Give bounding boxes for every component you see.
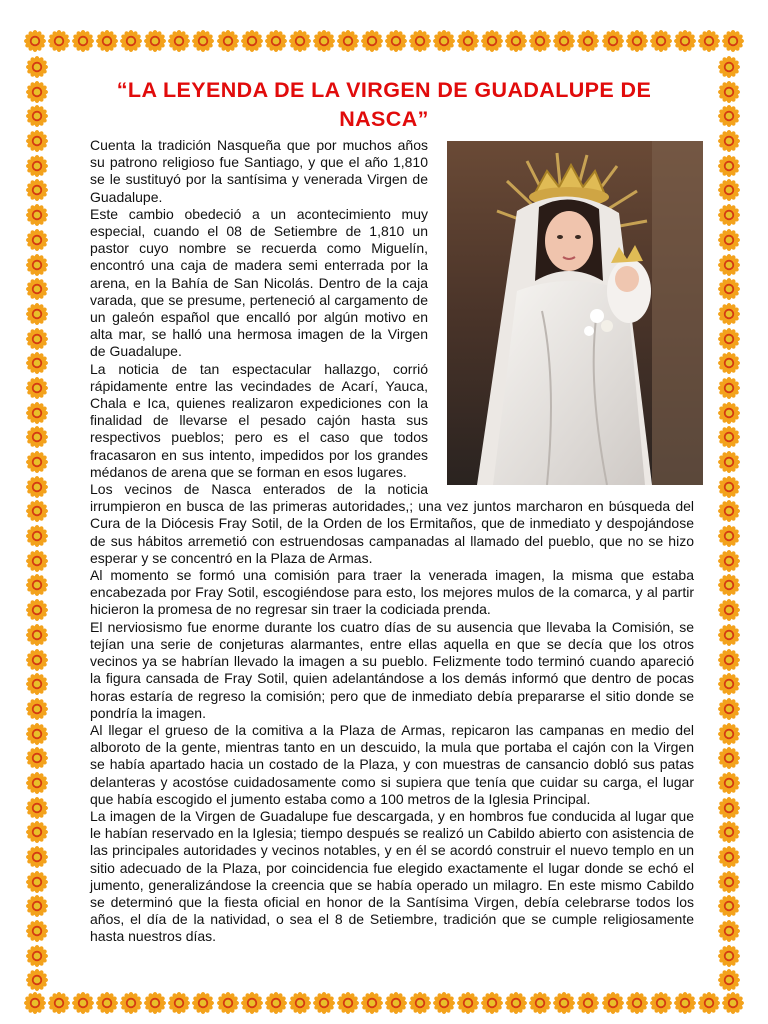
border-flower-icon (718, 130, 740, 152)
border-flower-icon (24, 992, 46, 1014)
border-flower-icon (26, 895, 48, 917)
border-flower-icon (120, 992, 142, 1014)
border-flower-icon (718, 599, 740, 621)
border-flower-icon (217, 30, 239, 52)
border-right (718, 56, 740, 992)
border-flower-icon (144, 30, 166, 52)
border-flower-icon (26, 846, 48, 868)
border-flower-icon (192, 30, 214, 52)
border-flower-icon (361, 992, 383, 1014)
border-flower-icon (718, 673, 740, 695)
border-flower-icon (433, 992, 455, 1014)
paragraph-7: Al llegar el grueso de la comitiva a la Plaza de Armas, repicaron las campanas en medio del alboroto de la gente, mientras tanto en un descuido, la mula que portaba el cajón con la Virgen se había apartado hacia un costado de la Plaza, y con muestras de cansancio dobló sus patas delanteras y acostóse cuidadosamente como si supiera que tenía que cuidar su carga, el lugar que había escogido el jumento estaba como a 100 metros de la Iglesia Principal. (90, 721, 694, 807)
border-flower-icon (26, 969, 48, 991)
border-flower-icon (26, 402, 48, 424)
border-flower-icon (217, 992, 239, 1014)
border-flower-icon (698, 992, 720, 1014)
border-flower-icon (26, 821, 48, 843)
border-flower-icon (457, 30, 479, 52)
border-flower-icon (313, 30, 335, 52)
photo-space (428, 137, 694, 487)
border-flower-icon (718, 155, 740, 177)
border-flower-icon (72, 992, 94, 1014)
border-flower-icon (718, 328, 740, 350)
border-flower-icon (26, 649, 48, 671)
border-flower-icon (26, 550, 48, 572)
border-flower-icon (26, 525, 48, 547)
border-flower-icon (718, 649, 740, 671)
border-flower-icon (718, 945, 740, 967)
border-flower-icon (433, 30, 455, 52)
border-flower-icon (718, 821, 740, 843)
border-flower-icon (718, 451, 740, 473)
border-flower-icon (718, 105, 740, 127)
border-flower-icon (72, 30, 94, 52)
border-flower-icon (650, 992, 672, 1014)
paragraph-5: Al momento se formó una comisión para traer la venerada imagen, la misma que estaba encabezada por Fray Sotil, escogiéndose para esto, los mejores mulos de la comarca, y al partir hicieron la promesa de no regresar sin traer la codiciada prenda. (90, 567, 694, 618)
border-flower-icon (26, 229, 48, 251)
border-flower-icon (718, 920, 740, 942)
border-flower-icon (718, 624, 740, 646)
border-flower-icon (529, 30, 551, 52)
border-flower-icon (718, 402, 740, 424)
border-flower-icon (577, 30, 599, 52)
border-flower-icon (718, 81, 740, 103)
border-flower-icon (26, 179, 48, 201)
border-flower-icon (48, 30, 70, 52)
border-flower-icon (289, 992, 311, 1014)
border-flower-icon (265, 992, 287, 1014)
border-flower-icon (626, 30, 648, 52)
border-flower-icon (718, 476, 740, 498)
border-flower-icon (718, 871, 740, 893)
paragraph-3: La noticia de tan espectacular hallazgo, corrió rápidamente entre las vecindades de Acarí, Yauca, Chala e Ica, quienes realizaron expediciones con la finalidad de llevarse el pesado cajón hasta sus respectivos pueblos; pero es el caso que todos fracasaron en sus intento, impedidos por los grandes médanos de arena que se forman en esos lugares. (90, 360, 428, 480)
border-flower-icon (722, 30, 744, 52)
border-flower-icon (718, 747, 740, 769)
border-flower-icon (718, 723, 740, 745)
border-flower-icon (26, 574, 48, 596)
border-flower-icon (718, 969, 740, 991)
paragraph-1: Cuenta la tradición Nasqueña que por muchos años su patrono religioso fue Santiago, y que el año 1,810 se le sustituyó por la santísima y venerada Virgen de Guadalupe. (90, 137, 428, 205)
border-flower-icon (505, 992, 527, 1014)
border-flower-icon (26, 81, 48, 103)
border-flower-icon (650, 30, 672, 52)
border-flower-icon (26, 698, 48, 720)
border-flower-icon (718, 550, 740, 572)
border-flower-icon (553, 992, 575, 1014)
border-flower-icon (26, 155, 48, 177)
border-bottom (24, 992, 744, 1014)
border-left (26, 56, 48, 992)
border-flower-icon (313, 992, 335, 1014)
border-flower-icon (718, 254, 740, 276)
border-flower-icon (529, 992, 551, 1014)
border-flower-icon (718, 56, 740, 78)
border-flower-icon (26, 747, 48, 769)
border-flower-icon (409, 30, 431, 52)
border-flower-icon (168, 30, 190, 52)
border-flower-icon (718, 229, 740, 251)
border-flower-icon (26, 624, 48, 646)
border-flower-icon (553, 30, 575, 52)
border-flower-icon (26, 797, 48, 819)
border-flower-icon (385, 30, 407, 52)
border-flower-icon (26, 352, 48, 374)
border-flower-icon (505, 30, 527, 52)
article-body (90, 137, 694, 946)
border-flower-icon (26, 426, 48, 448)
border-flower-icon (577, 992, 599, 1014)
border-flower-icon (241, 30, 263, 52)
border-flower-icon (718, 179, 740, 201)
paragraph-2: Este cambio obedeció a un acontecimiento muy especial, cuando el 08 de Setiembre de 1,810 un pastor cuyo nombre se recuerda como Miguelín, encontró una caja de madera semi enterrada por la arena, en la Bahía de San Nicolás. Dentro de la caja varada, que se presume, perteneció al cargamento de un galeón español que encalló por algún motivo en alta mar, se halló una hermosa imagen de la Virgen de Guadalupe. (90, 205, 428, 360)
border-top (24, 30, 744, 52)
border-flower-icon (718, 500, 740, 522)
border-flower-icon (26, 278, 48, 300)
border-flower-icon (241, 992, 263, 1014)
border-flower-icon (481, 992, 503, 1014)
border-flower-icon (718, 698, 740, 720)
border-flower-icon (718, 278, 740, 300)
border-flower-icon (26, 377, 48, 399)
border-flower-icon (26, 328, 48, 350)
border-flower-icon (144, 992, 166, 1014)
border-flower-icon (457, 992, 479, 1014)
border-flower-icon (265, 30, 287, 52)
border-flower-icon (26, 920, 48, 942)
page-title: “LA LEYENDA DE LA VIRGEN DE GUADALUPE DE NASCA” (116, 78, 652, 131)
border-flower-icon (337, 992, 359, 1014)
border-flower-icon (718, 525, 740, 547)
border-flower-icon (26, 451, 48, 473)
border-flower-icon (26, 130, 48, 152)
border-flower-icon (96, 30, 118, 52)
border-flower-icon (718, 797, 740, 819)
border-flower-icon (674, 992, 696, 1014)
border-flower-icon (385, 992, 407, 1014)
border-flower-icon (120, 30, 142, 52)
border-flower-icon (718, 772, 740, 794)
border-flower-icon (718, 426, 740, 448)
border-flower-icon (722, 992, 744, 1014)
border-flower-icon (626, 992, 648, 1014)
border-flower-icon (602, 992, 624, 1014)
border-flower-icon (26, 254, 48, 276)
border-flower-icon (26, 204, 48, 226)
border-flower-icon (192, 992, 214, 1014)
border-flower-icon (337, 30, 359, 52)
border-flower-icon (698, 30, 720, 52)
border-flower-icon (361, 30, 383, 52)
border-flower-icon (481, 30, 503, 52)
border-flower-icon (26, 599, 48, 621)
border-flower-icon (168, 992, 190, 1014)
border-flower-icon (409, 992, 431, 1014)
border-flower-icon (26, 105, 48, 127)
paragraph-4: Los vecinos de Nasca enterados de la noticia irrumpieron en busca de las primeras autoridades,; una vez juntos marcharon en búsqueda del Cura de la Diócesis Fray Sotil, de la Orden de los Ermitaños, que de inmediato y despojándose de sus hábitos arremetió con estruendosas campanadas al llamado del pueblo, que no se hizo esperar y se concentró en la Plaza de Armas. (90, 481, 694, 566)
border-flower-icon (718, 352, 740, 374)
border-flower-icon (718, 574, 740, 596)
border-flower-icon (26, 303, 48, 325)
border-flower-icon (26, 723, 48, 745)
border-flower-icon (26, 871, 48, 893)
border-flower-icon (96, 992, 118, 1014)
border-flower-icon (26, 476, 48, 498)
border-flower-icon (24, 30, 46, 52)
paragraph-8: La imagen de la Virgen de Guadalupe fue descargada, y en hombros fue conducida al lugar que le habían reservado en la Iglesia; tiempo después se realizó un Cabildo abierto con asistencia de las principales autoridades y vecinos notables, y en él se acordó construir el nuevo templo en un sitio adecuado de la Plaza, por coincidencia fue elegido exactamente el lugar donde se echó el jumento, generalizándose la creencia que se había operado un milagro. En este mismo Cabildo se determinó que la fiesta oficial en honor de la Santísima Virgen, debía celebrarse todos los años, el día de la natividad, o sea el 8 de Setiembre, tradición que se cumple religiosamente hasta nuestros días. (90, 807, 694, 945)
paragraph-6: El nerviosismo fue enorme durante los cuatro días de su ausencia que llevaba la Comisión, se tejían una serie de conjeturas alarmantes, entre ellas aquella en que se decía que los otros vecinos ya se habrían llevado la imagen a su pueblo. Felizmente todo terminó cuando apareció la figura cansada de Fray Sotil, quien adelantándose a los demás informó que dentro de pocas horas estaría de regreso la comisión; pero que de inmediato debía prepararse el sitio donde se pondría la imagen. (90, 618, 694, 721)
border-flower-icon (26, 772, 48, 794)
border-flower-icon (26, 56, 48, 78)
border-flower-icon (718, 895, 740, 917)
border-flower-icon (48, 992, 70, 1014)
border-flower-icon (289, 30, 311, 52)
border-flower-icon (602, 30, 624, 52)
border-flower-icon (26, 500, 48, 522)
border-flower-icon (674, 30, 696, 52)
border-flower-icon (718, 204, 740, 226)
border-flower-icon (718, 846, 740, 868)
border-flower-icon (718, 377, 740, 399)
border-flower-icon (718, 303, 740, 325)
border-flower-icon (26, 673, 48, 695)
border-flower-icon (26, 945, 48, 967)
